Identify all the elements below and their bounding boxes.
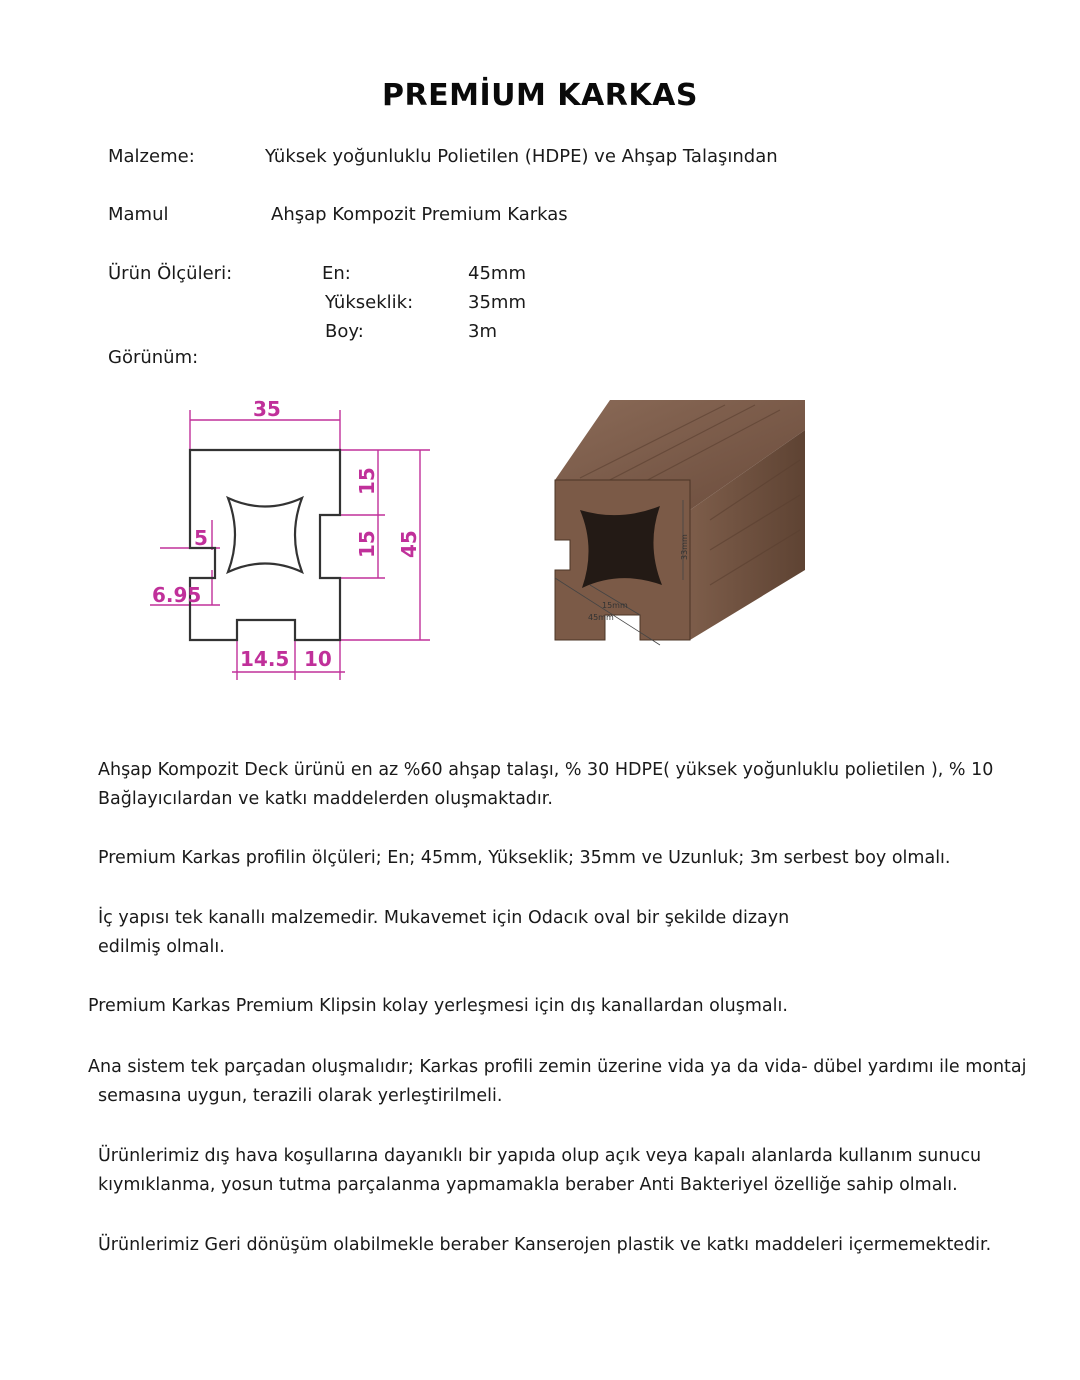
dim-right-upper-label: 15 bbox=[355, 467, 379, 495]
paragraph-dimensions: Premium Karkas profilin ölçüleri; En; 45mm, Yükseklik; 35mm ve Uzunluk; 3m serbest boy olmalı. bbox=[98, 848, 951, 868]
dimension-width-value: 45mm bbox=[468, 263, 526, 284]
material-value: Yüksek yoğunluklu Polietilen (HDPE) ve Ahşap Talaşından bbox=[265, 146, 778, 167]
dimension-height-value: 35mm bbox=[468, 292, 526, 313]
dim-left-bottom-label: 6.95 bbox=[152, 583, 202, 607]
photo-dim-height: 33mm bbox=[680, 534, 689, 560]
paragraph-structure-line2: edilmiş olmalı. bbox=[98, 937, 225, 957]
paragraph-clip: Premium Karkas Premium Klipsin kolay yerleşmesi için dış kanallardan oluşmalı. bbox=[88, 996, 788, 1016]
dim-right-total-label: 45 bbox=[397, 530, 421, 558]
dim-bottom-right-label: 10 bbox=[304, 647, 332, 671]
paragraph-structure-line1: İç yapısı tek kanallı malzemedir. Mukavemet için Odacık oval bir şekilde dizayn bbox=[98, 908, 790, 928]
dim-top-label: 35 bbox=[253, 397, 281, 421]
photo-dim-channel: 15mm bbox=[602, 601, 628, 610]
paragraph-composition-line2: Bağlayıcılardan ve katkı maddelerden oluşmaktadır. bbox=[98, 789, 553, 809]
paragraph-durability-line2: kıymıklanma, yosun tutma parçalanma yapmamakla beraber Anti Bakteriyel özelliğe sahip olmalı. bbox=[98, 1175, 958, 1195]
view-label: Görünüm: bbox=[108, 347, 199, 368]
paragraph-composition-line1: Ahşap Kompozit Deck ürünü en az %60 ahşap talaşı, % 30 HDPE( yüksek yoğunluklu polietilen ), % 10 bbox=[98, 760, 994, 780]
material-label: Malzeme: bbox=[108, 146, 195, 167]
dim-bottom-left-label: 14.5 bbox=[240, 647, 290, 671]
dimension-length-value: 3m bbox=[468, 321, 497, 342]
dimension-length-label: Boy: bbox=[325, 321, 364, 342]
page-title: PREMİUM KARKAS bbox=[382, 78, 698, 113]
dim-left-small-label: 5 bbox=[194, 526, 208, 550]
paragraph-durability-line1: Ürünlerimiz dış hava koşullarına dayanıklı bir yapıda olup açık veya kapalı alanlarda kullanım sunucu bbox=[98, 1146, 982, 1166]
product-photo bbox=[550, 400, 808, 655]
paragraph-system-line2: semasına uygun, terazili olarak yerleştirilmeli. bbox=[98, 1086, 503, 1106]
paragraph-system-line1: Ana sistem tek parçadan oluşmalıdır; Karkas profili zemin üzerine vida ya da vida- dübel yardımı ile montaj bbox=[88, 1057, 1027, 1077]
dimension-width-label: En: bbox=[322, 263, 351, 284]
dimension-height-label: Yükseklik: bbox=[325, 292, 414, 313]
dim-right-lower-label: 15 bbox=[355, 530, 379, 558]
product-label: Mamul bbox=[108, 204, 169, 225]
cross-section-drawing bbox=[140, 390, 440, 690]
product-value: Ahşap Kompozit Premium Karkas bbox=[271, 204, 568, 225]
photo-dim-width: 45mm bbox=[588, 613, 614, 622]
dimensions-label: Ürün Ölçüleri: bbox=[108, 263, 233, 284]
paragraph-recycling: Ürünlerimiz Geri dönüşüm olabilmekle beraber Kanserojen plastik ve katkı maddeleri içermemektedir. bbox=[98, 1235, 992, 1255]
